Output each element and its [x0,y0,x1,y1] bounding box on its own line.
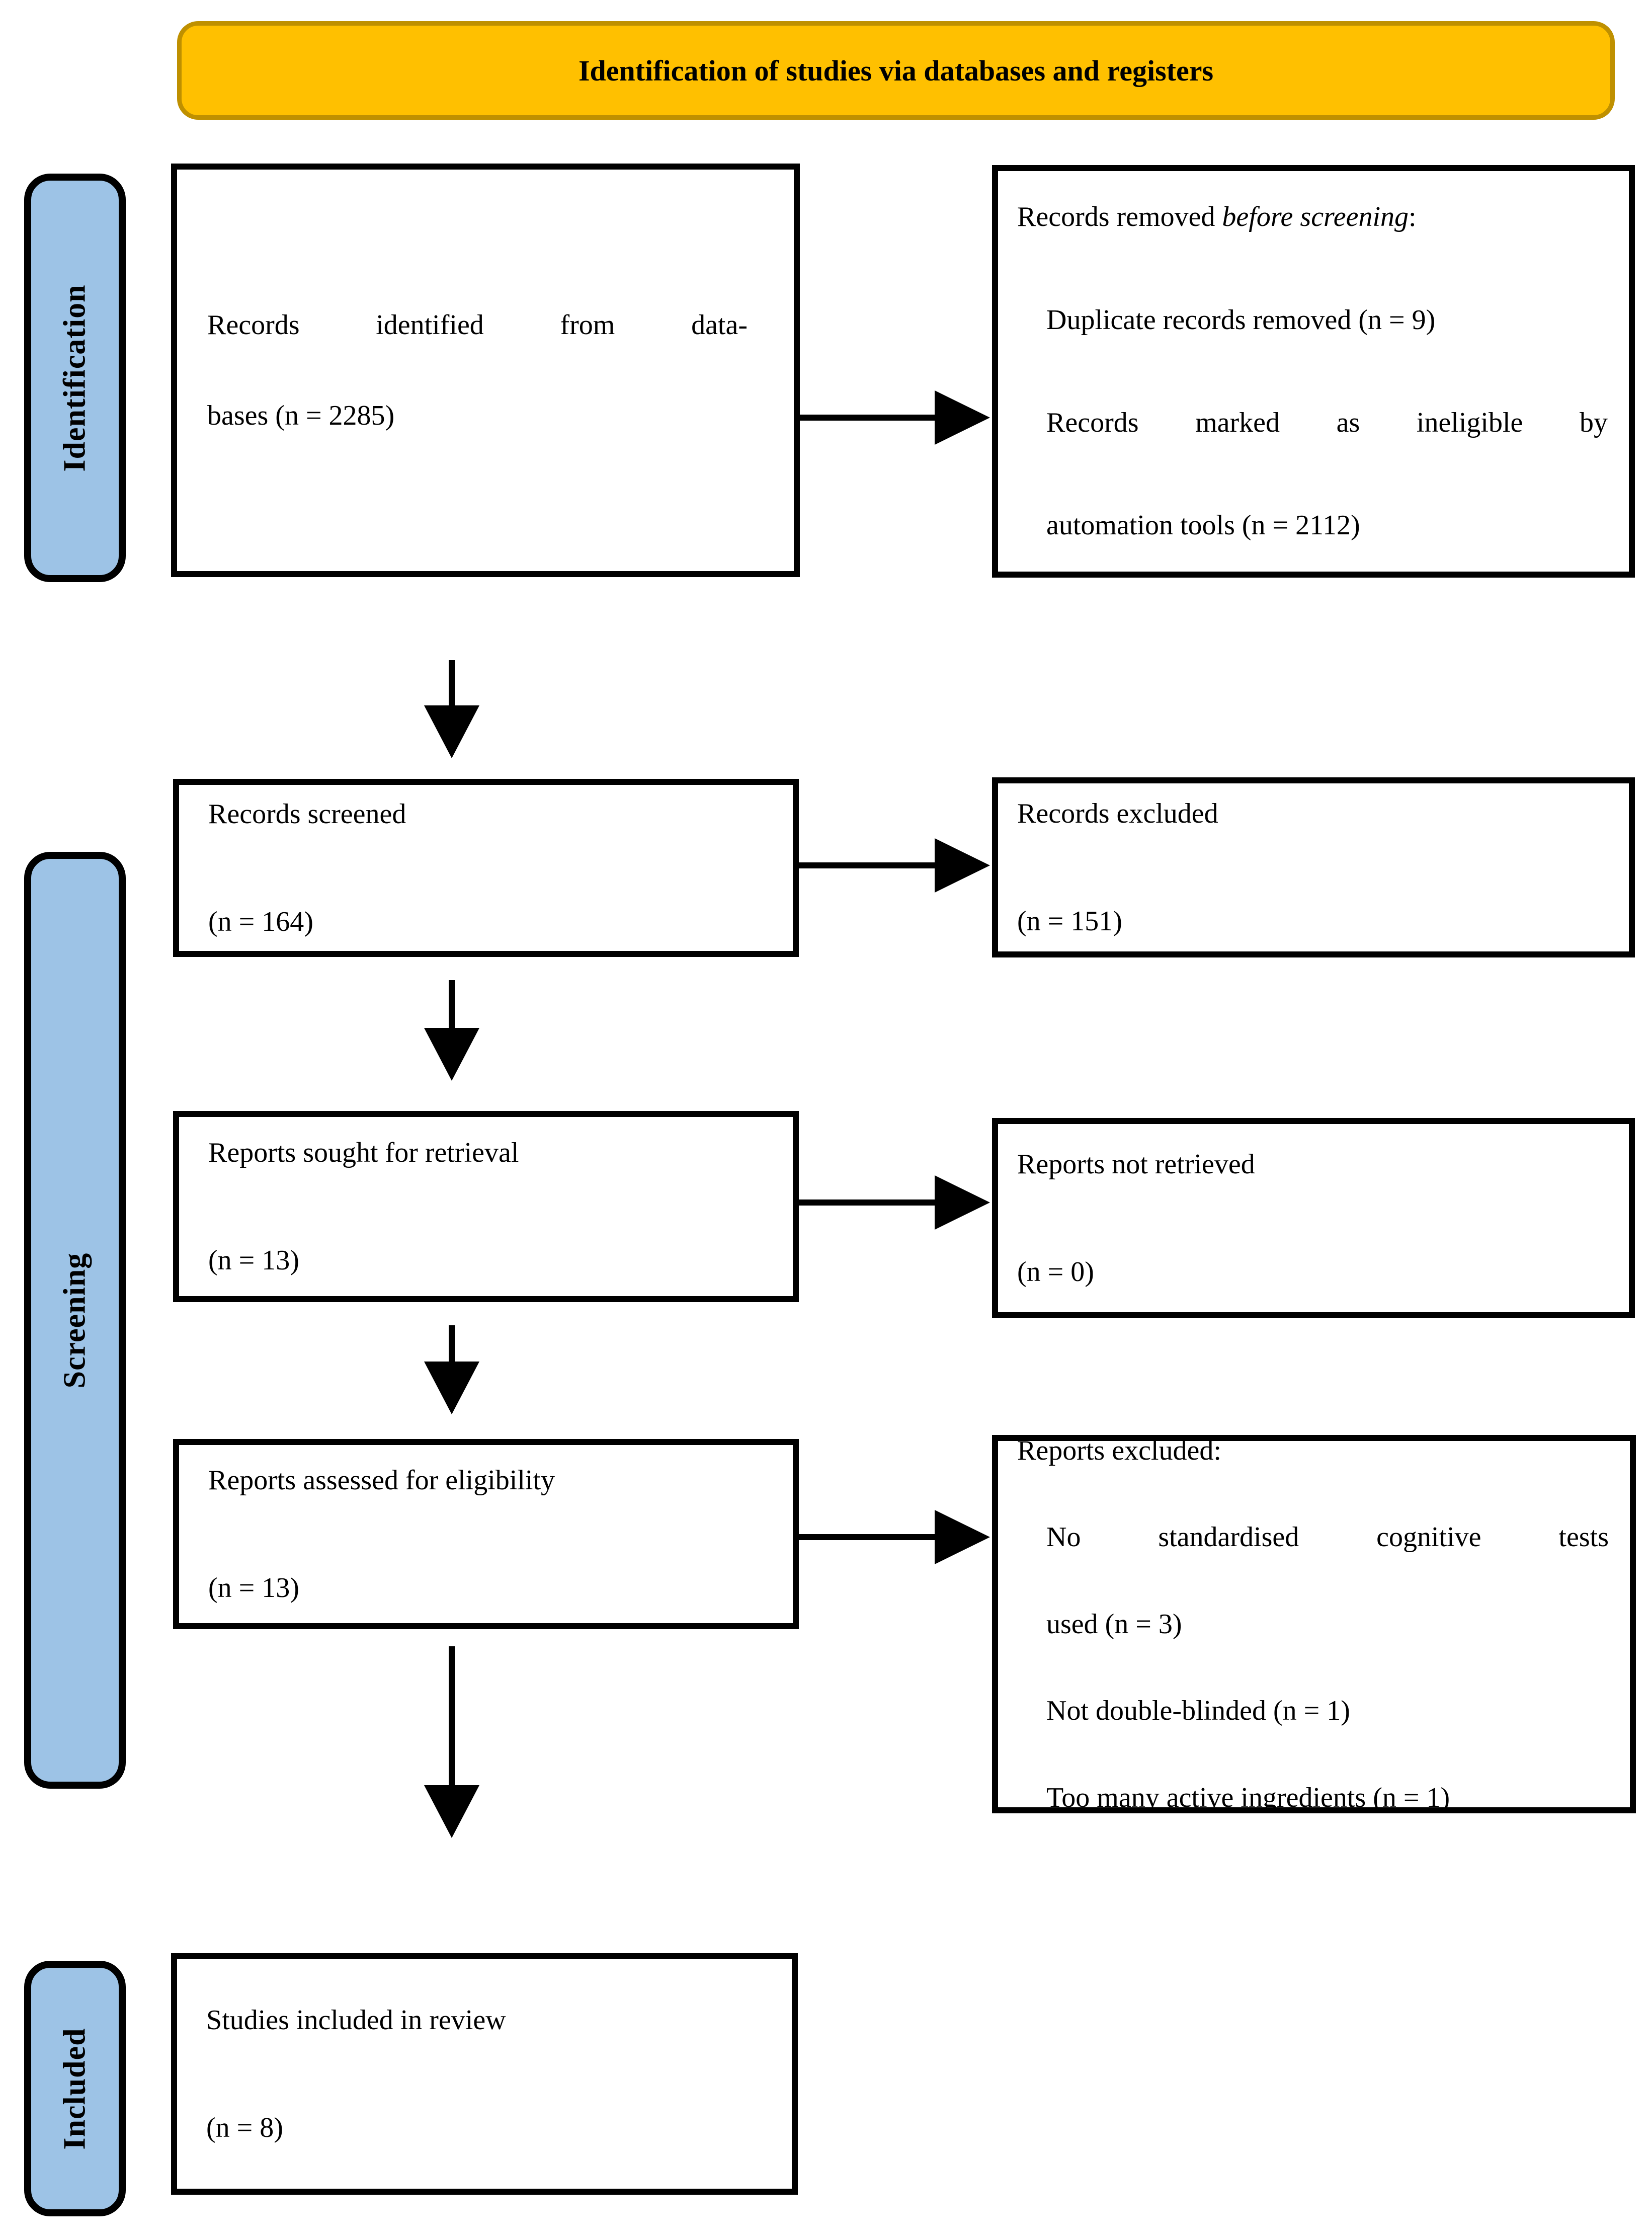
stage-label-included-text: Included [57,2027,92,2150]
box-studies-included [171,1953,798,2195]
text-line: Records marked as ineligible by [1046,407,1608,438]
text-line: automation tools (n = 2112) [1046,510,1360,541]
text-line: (n = 151) [1017,906,1122,937]
text-line: (n = 13) [208,1572,299,1604]
text-line: (n = 164) [208,906,313,937]
text-line: Reports assessed for eligibility [208,1464,555,1496]
text-line: Reports excluded: [1017,1435,1221,1467]
text-line: Too many active ingredients (n = 1) [1046,1782,1450,1813]
box-reports-sought [173,1111,799,1302]
box-reports-assessed [173,1439,799,1629]
text-line: No standardised cognitive tests [1046,1522,1609,1553]
box-records-identified [171,164,800,577]
text-line: Reports not retrieved [1017,1148,1255,1180]
box-records-removed [992,165,1635,578]
stage-label-identification [24,174,126,582]
box-reports-excluded [992,1435,1636,1813]
text-line: Studies included in review [206,2004,506,2036]
box-records-screened [173,779,799,957]
text-line: (n = 13) [208,1245,299,1276]
banner-title [177,21,1615,120]
text-line: Records excluded [1017,797,1218,829]
banner-title-text: Identification of studies via databases and registers [578,54,1214,87]
text-line: bases (n = 2285) [207,399,395,431]
stage-label-screening-text: Screening [57,1252,92,1388]
text-line: Records identified from data- [207,309,748,341]
stage-label-screening [24,852,126,1789]
text-line: used (n = 3) [1046,1608,1182,1640]
text-line: Reports sought for retrieval [208,1137,519,1168]
text-line: Records screened [208,798,406,830]
text-line: Records removed before screening: [1017,201,1417,233]
box-reports-not-retrieved [992,1118,1635,1318]
stage-label-identification-text: Identification [57,284,92,472]
box-records-excluded [992,777,1635,957]
text-line: Not double-blinded (n = 1) [1046,1695,1350,1727]
text-line: Duplicate records removed (n = 9) [1046,304,1436,336]
stage-label-included [24,1961,126,2216]
text-line: (n = 8) [206,2112,283,2143]
text-line: (n = 0) [1017,1256,1094,1288]
